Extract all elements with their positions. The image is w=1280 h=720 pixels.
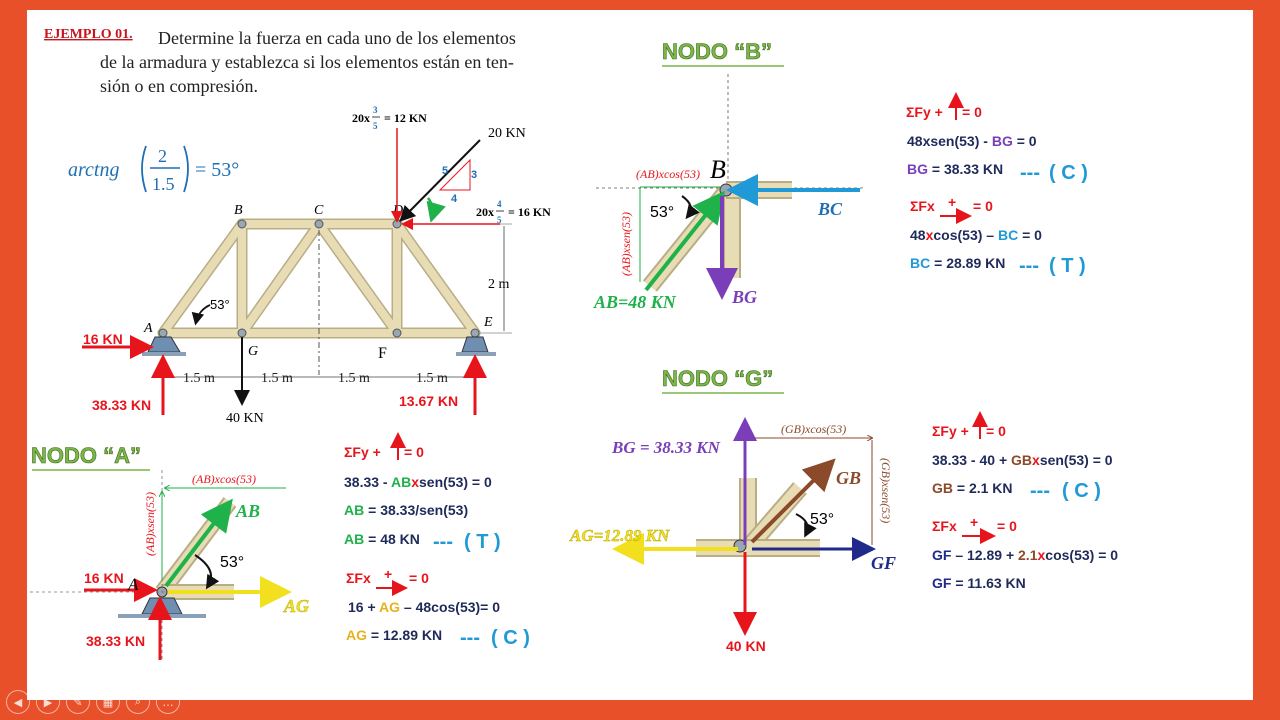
node-b-eq-line-3: BG = 38.33 KN (907, 161, 1004, 177)
svg-text:= 12 KN: = 12 KN (384, 111, 427, 125)
node-a-result-ag: ( C ) (491, 627, 530, 649)
reaction-ay-label: 38.33 KN (92, 397, 152, 413)
node-g-ag-label: AG=12.89 KN (570, 526, 670, 545)
node-a-result-ab: ( T ) (464, 531, 501, 553)
prev-slide-icon[interactable]: ◀ (6, 690, 30, 714)
slide-canvas (27, 10, 1253, 700)
node-b-proj-y: (AB)xsen(53) (619, 212, 633, 276)
load-20kn-label: 20 KN (488, 126, 526, 141)
node-a-eq6-dash: --- (460, 627, 480, 649)
node-g-gf-label: GF (871, 553, 897, 573)
node-g-gb-label: GB (836, 468, 862, 488)
node-b-section (593, 39, 866, 312)
node-a-proj-x: (AB)xcos(53) (192, 472, 256, 486)
node-b-proj-x: (AB)xcos(53) (636, 167, 700, 181)
node-g-eq-line-5: GF – 12.89 + 2.1xcos(53) = 0 (932, 547, 1119, 563)
node-g-eq-fx-head: ΣFx (932, 518, 957, 534)
arctan-result: = 53° (195, 159, 240, 181)
node-label-c: C (314, 203, 324, 218)
node-a-equations (344, 436, 530, 649)
span-dimension-1: 1.5 m (183, 371, 215, 386)
svg-text:3: 3 (373, 105, 378, 115)
node-a-letter: A (128, 575, 139, 594)
next-slide-icon[interactable]: ▶ (36, 690, 60, 714)
node-a-eq-dash: --- (433, 531, 453, 553)
node-g-proj-y: (GB)xsen(53) (879, 458, 893, 524)
node-b-eq-fy-head: ΣFy + (906, 104, 943, 120)
node-b-angle: 53° (650, 204, 675, 221)
node-a-eq-line-6: AG = 12.89 KN (346, 627, 443, 643)
node-b-equations (906, 96, 1088, 277)
support-E (456, 337, 496, 356)
node-b-title: NODO “B” (662, 39, 772, 64)
node-a-ag-label: AG (284, 596, 310, 616)
node-b-bg-label: BG (732, 287, 758, 307)
svg-text:20x: 20x (476, 205, 494, 219)
reaction-ey-label: 13.67 KN (399, 393, 459, 409)
tri-5: 5 (442, 165, 449, 177)
node-b-eq-line-2: 48xsen(53) - BG = 0 (907, 133, 1037, 149)
node-b-result-bg: ( C ) (1049, 162, 1088, 184)
zoom-icon[interactable]: ⌕ (126, 690, 150, 714)
node-b-eq-fx-plus: + (948, 194, 957, 210)
problem-line-1: Determine la fuerza en cada uno de los elementos (158, 28, 516, 48)
truss-diagram (82, 105, 551, 426)
node-g-eq-line-2: 38.33 - 40 + GBxsen(53) = 0 (932, 452, 1113, 468)
node-b-ab-label: AB=48 KN (594, 292, 676, 312)
node-a-fy-label: 38.33 KN (86, 633, 146, 649)
node-label-f: F (378, 345, 387, 362)
arctan-den: 1.5 (152, 174, 175, 194)
node-a-eq-fx-head: ΣFx (346, 570, 371, 586)
pen-icon[interactable]: ✎ (66, 690, 90, 714)
node-label-g: G (248, 344, 259, 359)
node-a-ab-arrow (166, 505, 228, 586)
node-g-eq-line-6: GF = 11.63 KN (932, 575, 1026, 591)
svg-text:= 16 KN: = 16 KN (508, 205, 551, 219)
node-a-eq-line-2: AB = 38.33/sen(53) (344, 502, 469, 518)
node-b-result-bc: ( T ) (1049, 255, 1086, 277)
truss-angle-label: 53° (210, 297, 230, 312)
node-b-eq-fx-tail: = 0 (973, 198, 993, 214)
node-g-gb-arrow (752, 464, 830, 542)
node-g-equations (932, 415, 1118, 591)
node-a-angle: 53° (220, 554, 245, 571)
node-g-eq-line-3: GB = 2.1 KN (932, 480, 1013, 496)
problem-line-3: sión o en compresión. (100, 76, 258, 96)
node-g-eq-fx-tail: = 0 (997, 518, 1017, 534)
load-20kn-arrow (402, 140, 480, 219)
tri-4: 4 (451, 193, 458, 205)
node-a-eq-line-3: AB = 48 KN (344, 531, 420, 547)
node-a-title: NODO “A” (31, 443, 141, 468)
arctan-num: 2 (158, 146, 167, 166)
node-g-eq-fy-head: ΣFy + (932, 423, 969, 439)
more-options-icon[interactable]: … (156, 690, 180, 714)
node-a-eq-fx-tail: = 0 (409, 570, 429, 586)
node-g-eq3-dash: --- (1030, 480, 1050, 502)
node-b-eq-fx-head: ΣFx (910, 198, 935, 214)
problem-statement (44, 27, 516, 96)
node-label-b: B (234, 203, 243, 218)
node-label-e: E (484, 315, 493, 330)
reaction-ax-label: 16 KN (83, 331, 123, 347)
node-g-section (569, 366, 896, 654)
presentation-toolbar (6, 688, 180, 716)
node-a-eq-line-1: 38.33 - ABxsen(53) = 0 (344, 474, 492, 490)
node-a-eq-fy-head: ΣFy + (344, 444, 381, 460)
load-16kn-label (476, 199, 551, 225)
node-label-a: A (144, 321, 153, 336)
slides-grid-icon[interactable]: ▦ (96, 690, 120, 714)
node-g-title: NODO “G” (662, 366, 774, 391)
node-b-eq3-dash: --- (1020, 162, 1040, 184)
load-12kn-label (352, 105, 427, 131)
arctan-prefix: arctng (68, 159, 120, 181)
node-b-eq-line-6: BC = 28.89 KN (910, 255, 1006, 271)
svg-text:5: 5 (497, 215, 502, 225)
svg-text:4: 4 (497, 199, 502, 209)
node-a-eq-fx-plus: + (384, 566, 393, 582)
slide-drawing (27, 10, 1253, 700)
node-g-load-label: 40 KN (726, 638, 766, 654)
node-g-result-gb: ( C ) (1062, 480, 1101, 502)
node-b-bc-label: BC (818, 199, 843, 219)
svg-text:20x: 20x (352, 111, 370, 125)
support-A (142, 337, 186, 356)
span-dimension-3: 1.5 m (338, 371, 370, 386)
example-label: EJEMPLO 01. (44, 27, 133, 42)
node-a-section (30, 443, 309, 660)
node-b-eq6-dash: --- (1019, 255, 1039, 277)
load-40kn-label: 40 KN (226, 411, 264, 426)
node-a-fx-label: 16 KN (84, 570, 124, 586)
svg-text:5: 5 (373, 121, 378, 131)
node-b-eq-line-5: 48xcos(53) – BC = 0 (910, 227, 1042, 243)
node-label-d: D (393, 203, 404, 218)
node-b-eq-fy-tail: = 0 (962, 104, 982, 120)
node-a-eq-fy-tail: = 0 (404, 444, 424, 460)
node-g-eq-fy-tail: = 0 (986, 423, 1006, 439)
tri-3: 3 (471, 169, 478, 181)
node-a-ab-label: AB (236, 501, 261, 521)
node-g-eq-fx-plus: + (970, 514, 979, 530)
node-g-angle: 53° (810, 511, 835, 528)
span-dimension-2: 1.5 m (261, 371, 293, 386)
node-a-eq-line-5: 16 + AG – 48cos(53)= 0 (348, 599, 501, 615)
node-a-proj-y: (AB)xsen(53) (143, 492, 157, 556)
node-g-bg-label: BG = 38.33 KN (612, 438, 720, 457)
arctan-formula (68, 146, 239, 194)
span-dimension-4: 1.5 m (416, 371, 448, 386)
node-b-letter: B (710, 155, 726, 184)
problem-line-2: de la armadura y establezca si los elementos están en ten- (100, 52, 514, 72)
height-dimension: 2 m (488, 277, 510, 292)
node-g-proj-x: (GB)xcos(53) (781, 422, 847, 436)
